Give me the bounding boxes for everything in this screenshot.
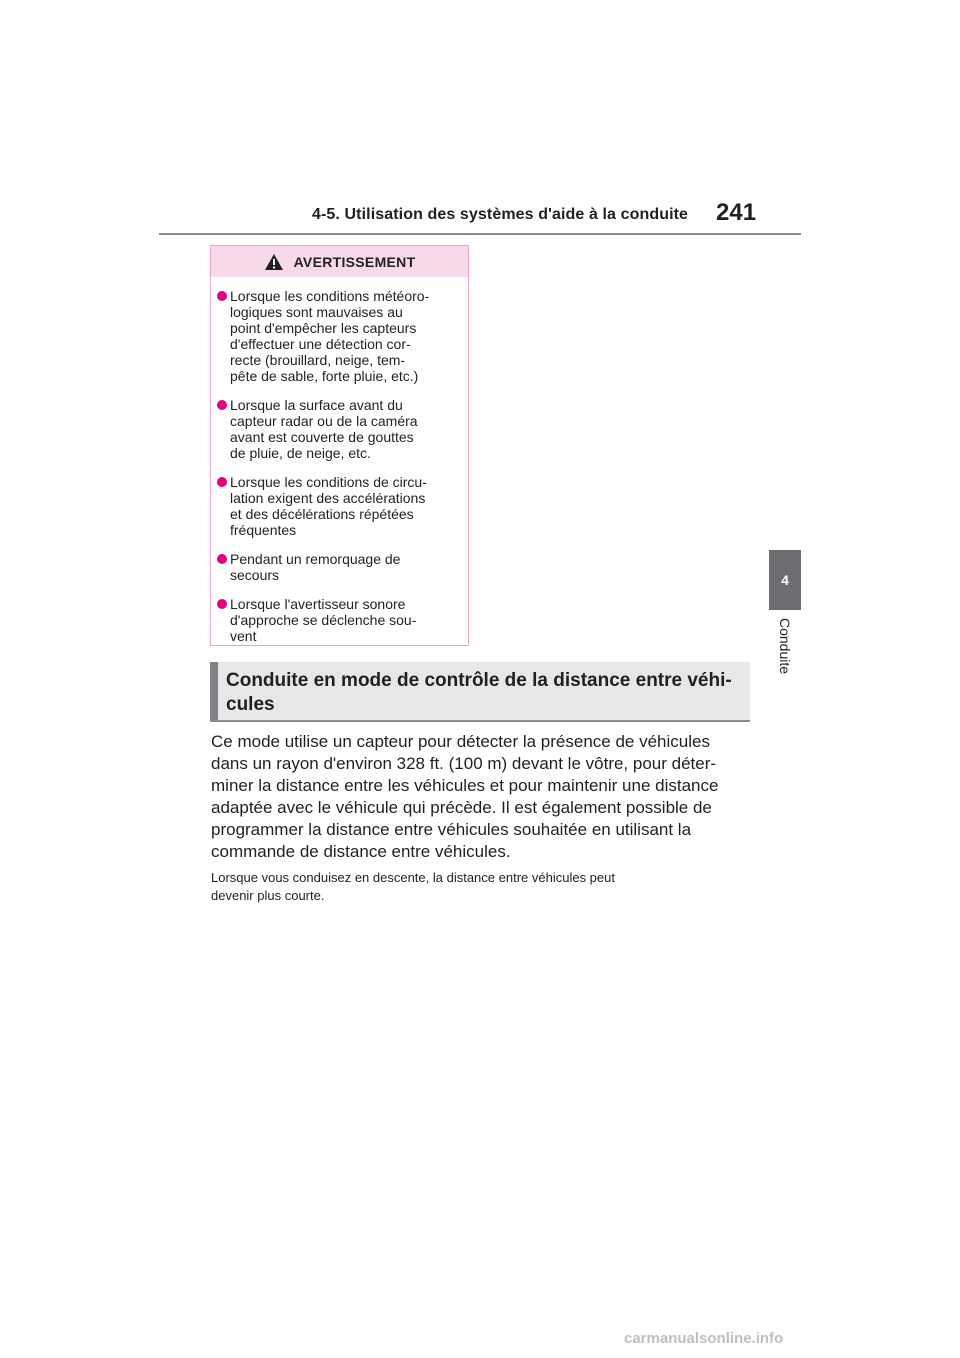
header-divider	[159, 233, 801, 235]
warning-item-text: Lorsque les conditions météoro- logiques sont mauvaises au point d'empêcher les capteurs d'effectuer une détection cor- recte (brouillard, neige, tem- pête de sable, forte pluie, etc.)	[230, 288, 430, 384]
chapter-label: Conduite	[777, 618, 793, 675]
bullet-icon	[217, 291, 227, 301]
warning-item	[217, 397, 458, 461]
bullet-icon	[217, 477, 227, 487]
warning-item	[217, 474, 458, 538]
warning-item-text: Lorsque les conditions de circu- lation exigent des accélérations et des décélérations répétées fréquentes	[230, 474, 427, 538]
section-heading-text: Conduite en mode de contrôle de la distance entre véhi- cules	[226, 670, 732, 715]
warning-item-text: Pendant un remorquage de secours	[230, 551, 401, 583]
chapter-number: 4	[781, 572, 789, 588]
warning-item	[217, 288, 458, 384]
warning-item-text: Lorsque la surface avant du capteur radar ou de la caméra avant est couverte de gouttes de pluie, de neige, etc.	[230, 397, 418, 461]
chapter-tab	[769, 550, 801, 610]
section-note: Lorsque vous conduisez en descente, la distance entre véhicules peut devenir plus courte.	[211, 870, 615, 903]
warning-list	[211, 277, 468, 644]
warning-item	[217, 551, 458, 583]
section-heading	[210, 662, 750, 722]
footer-watermark: carmanualsonline.info	[624, 1330, 784, 1347]
section-body-text: Ce mode utilise un capteur pour détecter la présence de véhicules dans un rayon d'environ 328 ft. (100 m) devant le vôtre, pour déter- miner la distance entre les véhicules et pour maintenir une distance adaptée avec le véhicule qui précède. Il est également possible de programmer la distance entre véhicules souhaitée en utilisant la commande de distance entre véhicules.	[211, 732, 719, 861]
running-header: 4-5. Utilisation des systèmes d'aide à la conduite	[312, 206, 689, 223]
chapter-label-container	[769, 618, 801, 698]
bullet-icon	[217, 400, 227, 410]
heading-accent-bar	[210, 662, 218, 720]
page-number: 241	[716, 199, 757, 226]
warning-title: AVERTISSEMENT	[293, 253, 416, 270]
bullet-icon	[217, 599, 227, 609]
warning-item	[217, 596, 458, 644]
warning-box	[210, 245, 469, 646]
bullet-icon	[217, 554, 227, 564]
warning-item-text: Lorsque l'avertisseur sonore d'approche se déclenche sou- vent	[230, 596, 417, 644]
warning-header	[211, 246, 468, 277]
warning-triangle-icon	[264, 253, 284, 271]
